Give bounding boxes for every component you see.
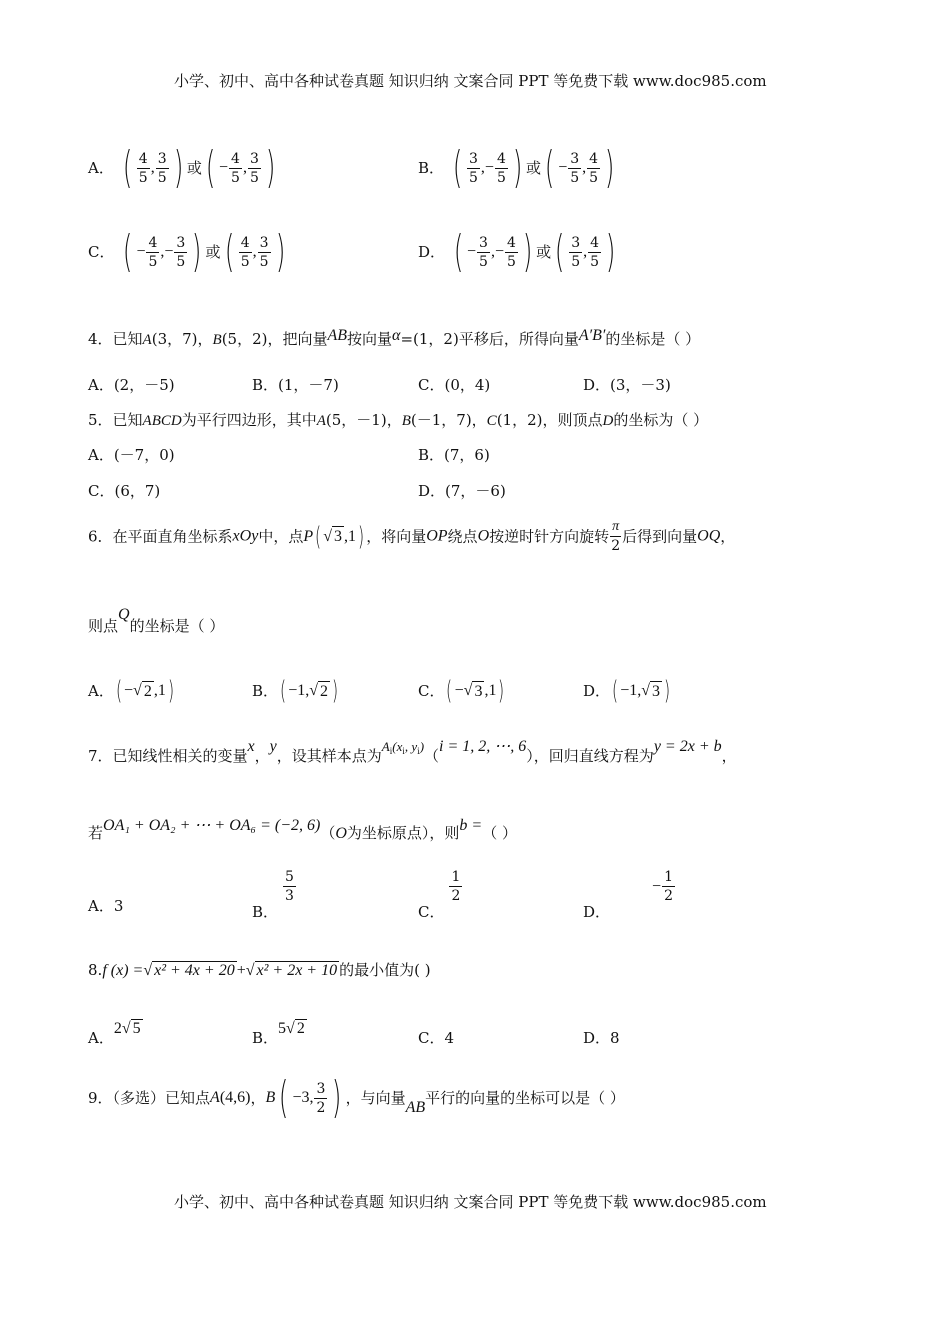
q6-option-a: A． ( − √ 2 ,1 ): [88, 676, 174, 706]
q8-stem: 8.f (x) =√ x² + 4x + 20 +√ x² + 2x + 10 的最小值为( ): [88, 961, 431, 979]
page-footer: 小学、初中、高中各种试卷真题 知识归纳 文案合同 PPT 等免费下载 www.doc985.com: [174, 1193, 767, 1211]
q7-stem-line2: 若OA₁ + OA₂ + ⋯ + OA₆ = (−2, 6)（O为坐标原点），则b =（ ）: [88, 817, 517, 842]
q7-option-c: C． $\frac{1}{2}$: [418, 869, 461, 921]
q5-option-c: C．(6，7): [88, 482, 161, 500]
q5-option-b: B．(7，6): [418, 446, 490, 464]
q4-option-d: D．(3，－3): [583, 376, 671, 394]
page-header: 小学、初中、高中各种试卷真题 知识归纳 文案合同 PPT 等免费下载 www.doc985.com: [174, 72, 767, 90]
q4-option-b: B．(1，－7): [252, 376, 339, 394]
q9-stem: 9．（多选）已知点A(4,6)， B ( −3, $\frac{3}{2}$ ) ，与向量AB平行的向量的坐标可以是（ ）: [88, 1072, 625, 1123]
q5-stem: 5．已知ABCD为平行四边形，其中A(5，－1)，B(－1，7)，C(1，2)，则顶点D的坐标为（ ）: [88, 411, 709, 429]
q7-stem: 7．已知线性相关的变量x，y，设其样本点为$A_i(x_i$, $y_i)(i = 1$, 2, ⋯, 6），回归直线方程为y = 2x + b，: [88, 738, 737, 765]
q5-option-d: D．(7，－6): [418, 482, 506, 500]
q6-option-b: B． ( −1, √ 2 ): [252, 676, 339, 706]
q6-stem-line2: 则点Q的坐标是（ ）: [88, 606, 225, 635]
q4-option-a: A．(2，－5): [88, 376, 175, 394]
q8-option-b: B．5√ 2: [252, 1020, 305, 1047]
q3-option-c: C． ( − $\frac{4}{5}$ ,− $\frac{3}{5}$ ) 或 ( $\frac{4}{5}$ , $\frac{3}{5}$ ): [88, 226, 285, 277]
q3-option-d: D． ( − $\frac{3}{5}$ ,− $\frac{4}{5}$ ) 或 ( $\frac{3}{5}$ , $\frac{4}{5}$ ): [418, 226, 616, 277]
q8-option-d: D．8: [583, 1029, 620, 1047]
q5-option-a: A．(－7，0): [88, 446, 175, 464]
q7-option-b: B． $\frac{5}{3}$: [252, 869, 294, 921]
q4-stem: 4．已知A(3，7)，B(5，2)，把向量AB按向量α=(1，2)平移后，所得向量A′B′的坐标是（ ）: [88, 327, 701, 348]
q3-option-a: A． ( $\frac{4}{5}$ , $\frac{3}{5}$ ) 或 ( − $\frac{4}{5}$ , $\frac{3}{5}$ ): [88, 142, 276, 193]
q7-option-d: D．− $\frac{1}{2}$: [583, 869, 673, 921]
q6-stem: 6．在平面直角坐标系xOy中，点 P ( √ 3 ,1 ) ，将向量OP绕点O按逆时针方向旋转 $\frac{\pi}{2}$ 后得到向量OQ，: [88, 519, 736, 554]
q8-option-c: C．4: [418, 1029, 455, 1047]
q8-option-a: A．2√ 5: [88, 1020, 141, 1047]
q3-option-b: B． ( $\frac{3}{5}$ ,− $\frac{4}{5}$ ) 或 ( − $\frac{3}{5}$ , $\frac{4}{5}$ ): [418, 142, 615, 193]
q6-option-c: C． ( − √ 3 ,1 ): [418, 676, 505, 706]
q4-option-c: C．(0，4): [418, 376, 491, 394]
q7-option-a: A．3: [88, 897, 124, 915]
q6-option-d: D． ( −1, √ 3 ): [583, 676, 671, 706]
